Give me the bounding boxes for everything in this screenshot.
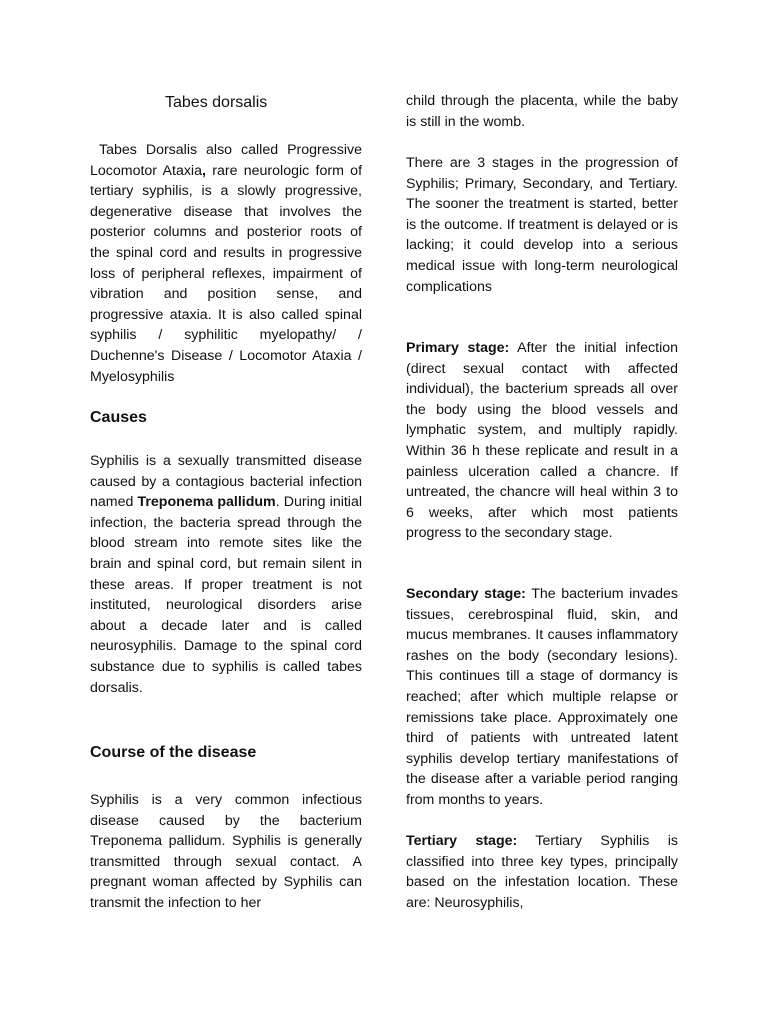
intro-text-b: rare neurologic form of tertiary syphilis, is a slowly progressive, degenerative disease that involves the posterior columns and posterior roots of the spinal cord and results in progressive loss of peripheral reflexes, impairment of vibration and position sense, and progressive ataxia. It is also called spinal syphilis / syphilitic myelopathy/ / Duchenne's Disease / Locomotor Ataxia / Myelosyphilis: [90, 162, 363, 385]
intro-comma: ,: [201, 162, 206, 179]
intro-text-a: Tabes Dorsalis also called Progressive Locomotor Ataxia: [90, 142, 362, 179]
intro-paragraph: [90, 140, 362, 387]
primary-stage-text: After the initial infection (direct sexual contact with affected individual), the bacterium spreads all over the body using the blood vessels and lymphatic system, and multiply rapidly. Within 36 h these replicate and result in a painless ulceration called a chancre. If untreated, the chancre will heal within 3 to 6 weeks, after which most patients progress to the secondary stage.: [406, 340, 679, 542]
continuation-paragraph: child through the placenta, while the baby is still in the womb.: [406, 93, 678, 130]
secondary-stage-paragraph: [406, 584, 678, 811]
secondary-stage-text: The bacterium invades tissues, cerebrospinal fluid, skin, and mucus membranes. It causes inflammatory rashes on the body (secondary lesions). This continues till a stage of dormancy is reached; after which multiple relapse or remissions take place. Approximately one third of patients with untreated latent syphilis develop tertiary manifestations of the disease after a variable period ranging from months to years.: [406, 586, 678, 808]
course-paragraph: Syphilis is a very common infectious disease caused by the bacterium Treponema pallidum. Syphilis is generally transmitted through sexual contact. A pregnant woman affected by Syphilis can transmit the infection to her: [90, 792, 362, 911]
causes-bold-term: Treponema pallidum: [137, 494, 276, 511]
causes-paragraph: [90, 451, 362, 698]
page-title: Tabes dorsalis: [165, 94, 268, 111]
causes-text-a: Syphilis is a sexually transmitted disease caused by a contagious bacterial infection named: [90, 453, 362, 511]
causes-heading: Causes: [90, 409, 147, 426]
secondary-stage-label: Secondary stage:: [406, 586, 526, 602]
tertiary-stage-label: Tertiary stage:: [406, 833, 518, 849]
course-heading: Course of the disease: [90, 744, 257, 761]
primary-stage-paragraph: [406, 338, 678, 544]
tertiary-stage-paragraph: [406, 831, 678, 913]
causes-text-b: . During initial infection, the bacteria spread through the blood stream into remote sites like the brain and spinal cord, but remain silent in these areas. If proper treatment is not instituted, neurological disorders arise about a decade later and is called neurosyphilis. Damage to the spinal cord substance due to syphilis is called tabes dorsalis.: [90, 494, 362, 696]
tertiary-stage-text: Tertiary Syphilis is classified into three key types, principally based on the infestation location. These are: Neurosyphilis,: [406, 833, 678, 911]
stages-intro-paragraph: There are 3 stages in the progression of Syphilis; Primary, Secondary, and Tertiary. The sooner the treatment is started, better is the outcome. If treatment is delayed or is lacking; it could develop into a serious medical issue with long-term neurological complications: [406, 155, 678, 295]
primary-stage-label: Primary stage:: [406, 340, 510, 356]
